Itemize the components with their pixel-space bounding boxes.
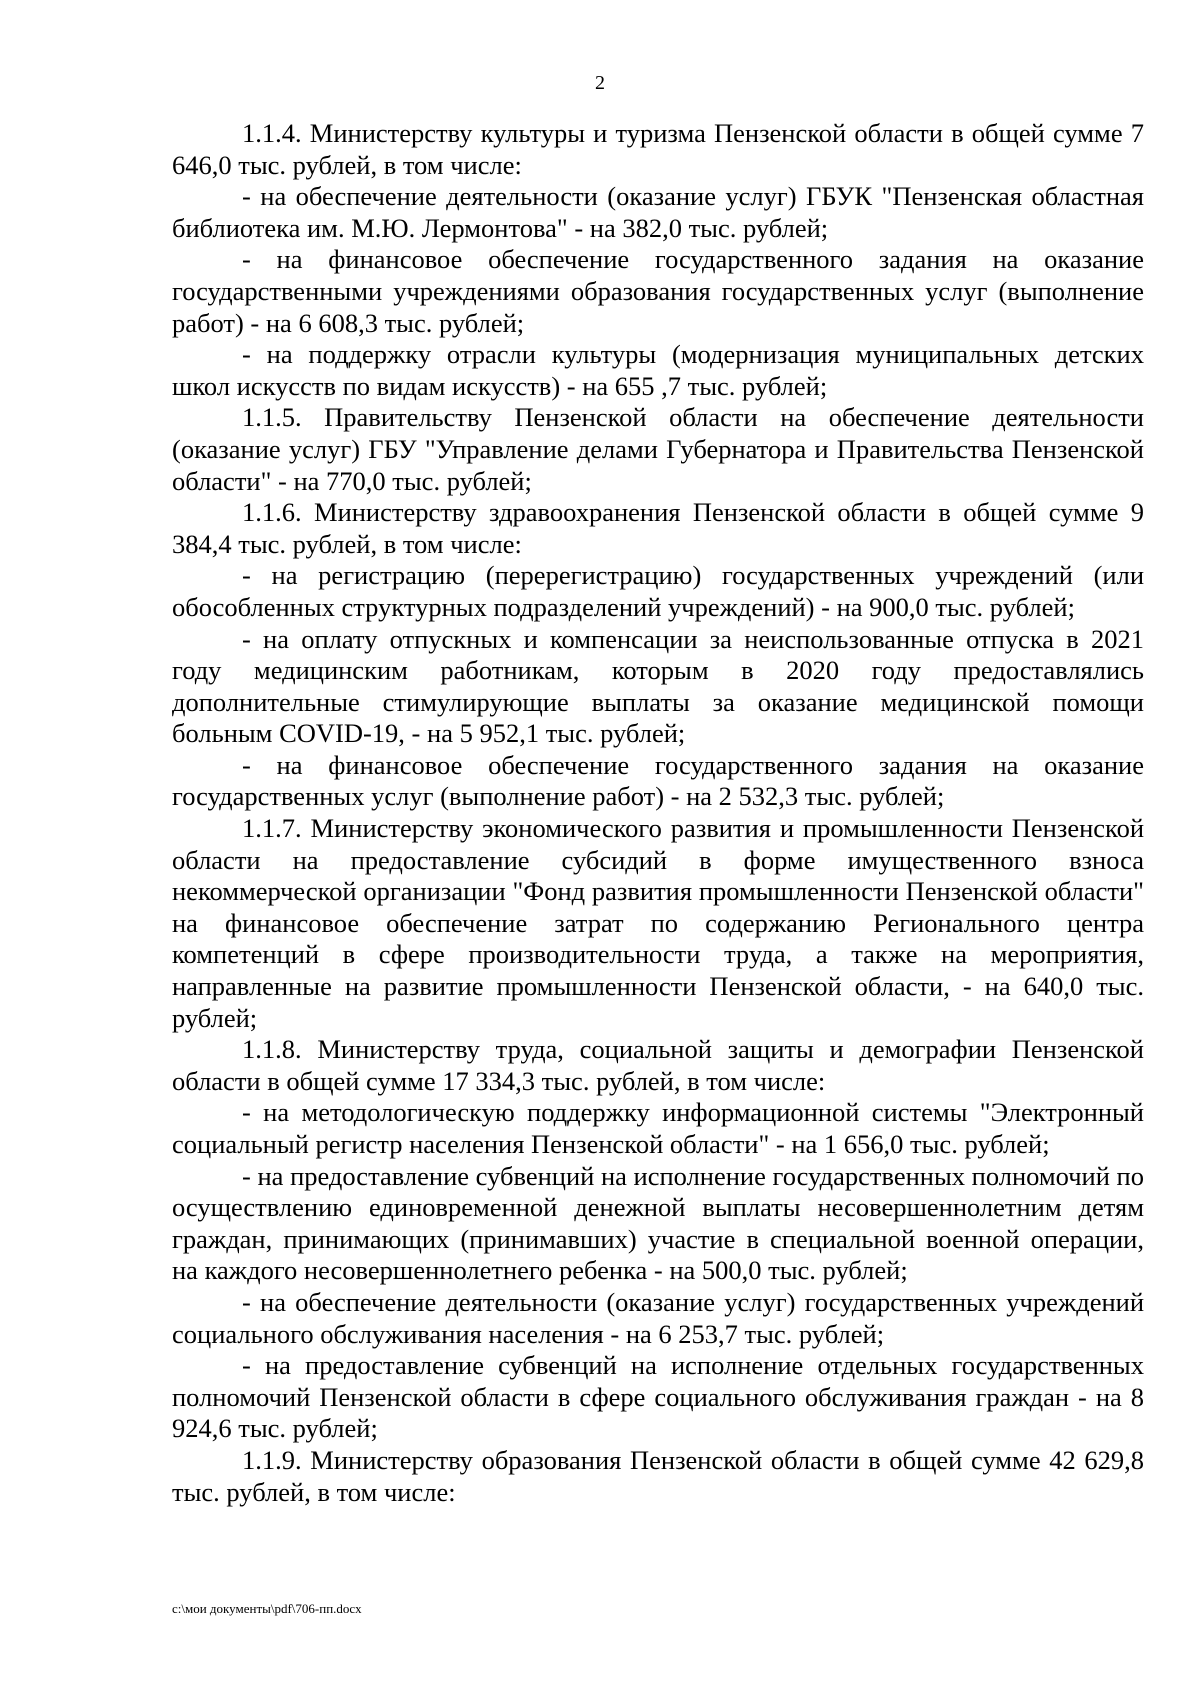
paragraph-1-1-8: 1.1.8. Министерству труда, социальной защиты и демографии Пензенской области в общей сумме 17 334,3 тыс. рублей, в том числе: [172, 1034, 1144, 1096]
list-item: - на финансовое обеспечение государственного задания на оказание государственных услуг (выполнение работ) - на 2 532,3 тыс. рублей; [172, 749, 1144, 812]
list-item: - на предоставление субвенций на исполнение отдельных государственных полномочий Пензенской области в сфере социального обслуживания граждан - на 8 924,6 тыс. рублей; [172, 1350, 1144, 1444]
document-body [172, 118, 1144, 1508]
list-item: - на регистрацию (перерегистрацию) государственных учреждений (или обособленных структурных подразделений учреждений) - на 900,0 тыс. рублей; [172, 560, 1144, 622]
paragraph-1-1-6: 1.1.6. Министерству здравоохранения Пензенской области в общей сумме 9 384,4 тыс. рублей, в том числе: [172, 497, 1144, 559]
paragraph-1-1-9: 1.1.9. Министерству образования Пензенской области в общей сумме 42 629,8 тыс. рублей, в том числе: [172, 1444, 1144, 1507]
list-item: - на предоставление субвенций на исполнение государственных полномочий по осуществлению единовременной денежной выплаты несовершеннолетним детям граждан, принимающих (принимавших) участие в специальной военной операции, на каждого несовершеннолетнего ребенка - на 500,0 тыс. рублей; [172, 1160, 1144, 1286]
list-item: - на обеспечение деятельности (оказание услуг) государственных учреждений социального обслуживания населения - на 6 253,7 тыс. рублей; [172, 1286, 1144, 1349]
list-item: - на методологическую поддержку информационной системы "Электронный социальный регистр населения Пензенской области" - на 1 656,0 тыс. рублей; [172, 1097, 1144, 1159]
list-item: - на обеспечение деятельности (оказание услуг) ГБУК "Пензенская областная библиотека им. М.Ю. Лермонтова" - на 382,0 тыс. рублей; [172, 181, 1144, 243]
paragraph-1-1-7: 1.1.7. Министерству экономического развития и промышленности Пензенской области на предоставление субсидий в форме имущественного взноса некоммерческой организации "Фонд развития промышленности Пензенской области" на финансовое обеспечение затрат по содержанию Регионального центра компетенций в сфере производительности труда, а также на мероприятия, направленные на развитие промышленности Пензенской области, - на 640,0 тыс. рублей; [172, 813, 1144, 1033]
list-item: - на оплату отпускных и компенсации за неиспользованные отпуска в 2021 году медицинским работникам, которым в 2020 году предоставлялись дополнительные стимулирующие выплаты за оказание медицинской помощи больным COVID-19, - на 5 952,1 тыс. рублей; [172, 623, 1144, 749]
paragraph-1-1-5: 1.1.5. Правительству Пензенской области на обеспечение деятельности (оказание услуг) ГБУ "Управление делами Губернатора и Правительства Пензенской области" - на 770,0 тыс. рублей; [172, 402, 1144, 496]
list-item: - на финансовое обеспечение государственного задания на оказание государственными учреждениями образования государственных услуг (выполнение работ) - на 6 608,3 тыс. рублей; [172, 244, 1144, 338]
paragraph-1-1-4: 1.1.4. Министерству культуры и туризма Пензенской области в общей сумме 7 646,0 тыс. рублей, в том числе: [172, 118, 1144, 180]
list-item: - на поддержку отрасли культуры (модернизация муниципальных детских школ искусств по видам искусств) - на 655 ,7 тыс. рублей; [172, 339, 1144, 401]
page-number: 2 [595, 72, 605, 94]
footer-file-path: c:\мои документы\pdf\706-пп.docx [172, 1601, 362, 1616]
